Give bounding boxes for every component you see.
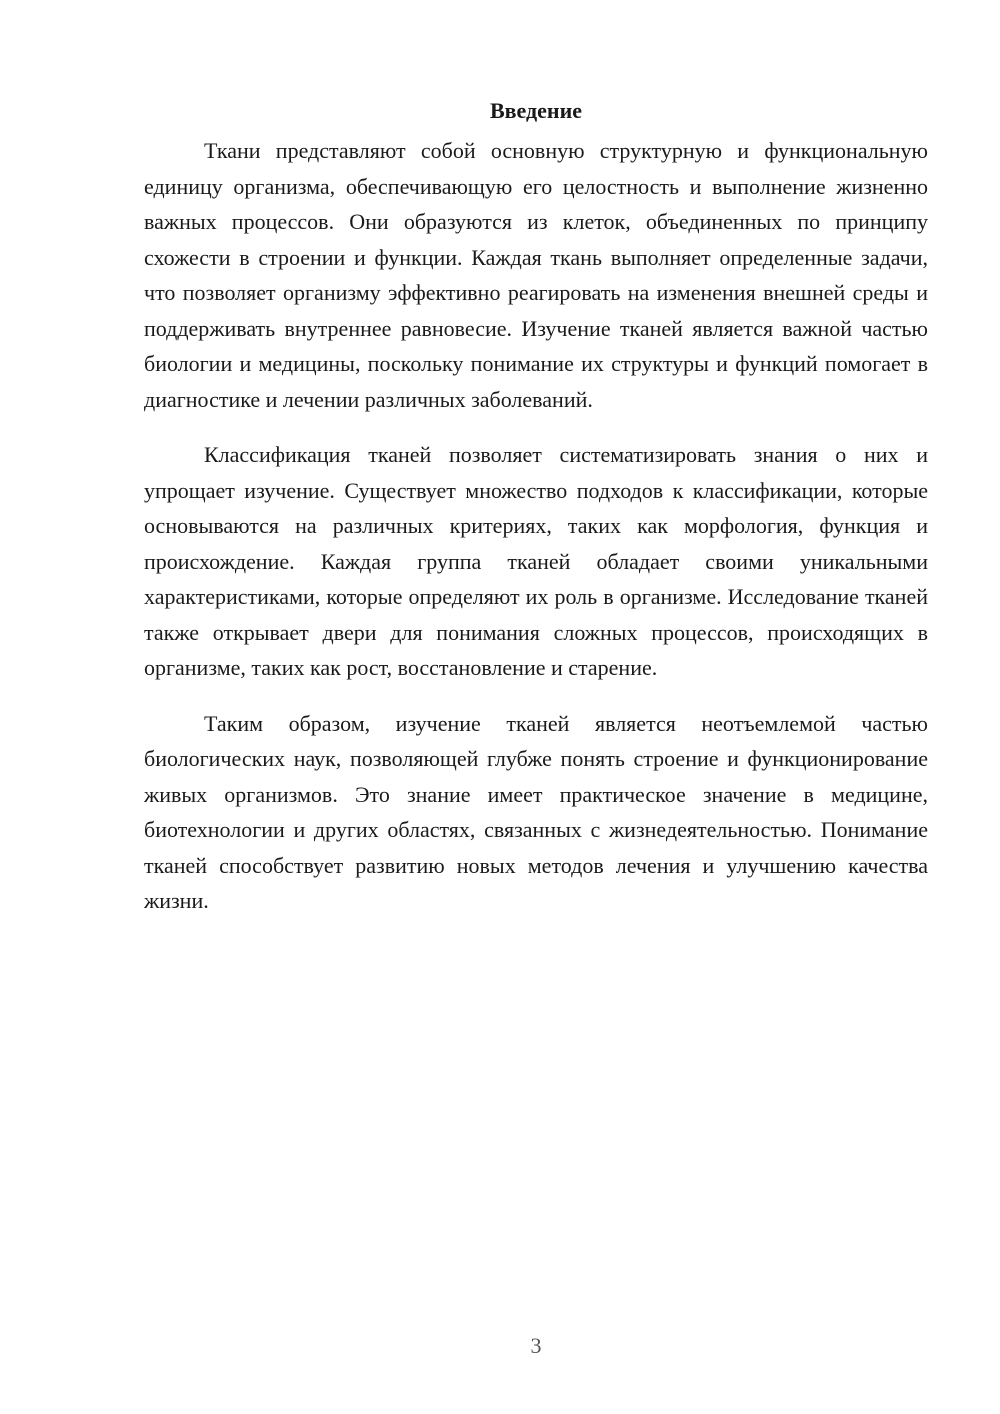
document-body: [144, 95, 928, 939]
page-number: 3: [530, 1333, 542, 1358]
paragraph-2: Классификация тканей позволяет систематизировать знания о них и упрощает изучение. Существует множество подходов к классификации, которые основываются на различных критериях, таких как морфология, функция и происхождение. Каждая группа тканей обладает своими уникальными характеристиками, которые определяют их роль в организме. Исследование тканей также открывает двери для понимания сложных процессов, происходящих в организме, таких как рост, восстановление и старение.: [144, 442, 928, 680]
section-title: Введение: [489, 98, 583, 123]
paragraph-1: Ткани представляют собой основную структурную и функциональную единицу организма, обеспечивающую его целостность и выполнение жизненно важных процессов. Они образуются из клеток, объединенных по принципу схожести в строении и функции. Каждая ткань выполняет определенные задачи, что позволяет организму эффективно реагировать на изменения внешней среды и поддерживать внутреннее равновесие. Изучение тканей является важной частью биологии и медицины, поскольку понимание их структуры и функций помогает в диагностике и лечении различных заболеваний.: [144, 138, 928, 412]
paragraph-3: Таким образом, изучение тканей является неотъемлемой частью биологических наук, позволяющей глубже понять строение и функционирование живых организмов. Это знание имеет практическое значение в медицине, биотехнологии и других областях, связанных с жизнедеятельностью. Понимание тканей способствует развитию новых методов лечения и улучшению качества жизни.: [144, 710, 928, 913]
